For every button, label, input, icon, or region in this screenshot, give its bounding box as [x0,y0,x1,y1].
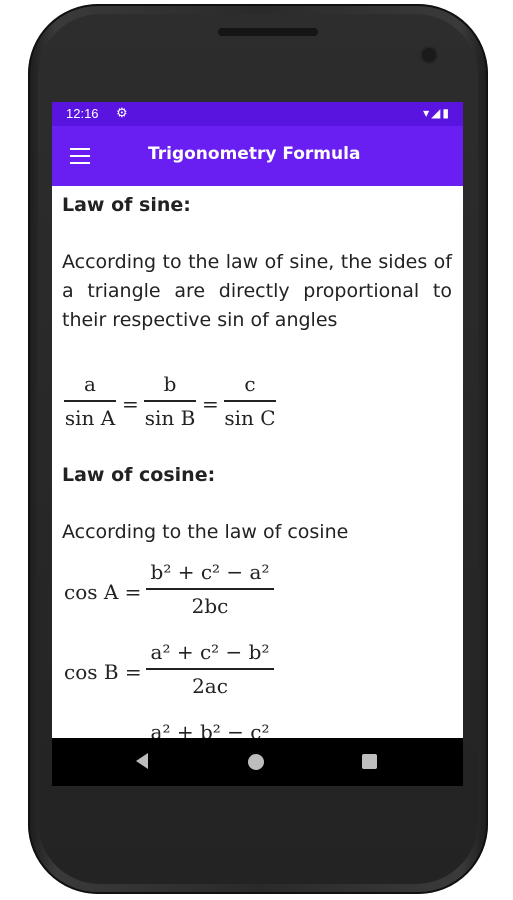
cos-a-lhs: cos A = [64,580,142,604]
cosine-description: According to the law of cosine [62,521,349,543]
recent-apps-icon[interactable] [362,754,377,769]
sine-fraction-a: a sin A [64,372,116,430]
content-scroll[interactable] [52,186,463,738]
sine-description: According to the law of sine, the sides of a triangle are directly proportional to their respective sin of angles [62,251,452,331]
hamburger-menu-icon[interactable] [70,148,90,164]
sine-fraction-b: b sin B [144,372,196,430]
app-title: Trigonometry Formula [148,144,361,164]
cos-a-fraction: b² + c² − a² 2bc [146,560,274,618]
home-icon[interactable] [248,754,264,770]
sine-fraction-c: c sin C [224,372,276,430]
equals-sign: = [202,392,219,416]
equals-sign: = [122,392,139,416]
app-bar [52,126,463,186]
phone-screen [52,102,463,786]
status-time: 12:16 [66,106,99,121]
sine-heading: Law of sine: [62,194,191,216]
status-bar [52,102,463,126]
navigation-bar [52,738,463,786]
earpiece-speaker [218,28,318,36]
back-icon[interactable] [134,752,150,774]
cos-b-lhs: cos B = [64,660,142,684]
front-camera [422,48,436,62]
signal-battery-icons: ▾◢▮ [423,106,451,120]
cosine-heading: Law of cosine: [62,464,216,486]
gear-icon: ⚙ [116,105,128,120]
cos-c-fraction: a² + b² − c² [150,720,270,738]
cos-b-fraction: a² + c² − b² 2ac [146,640,274,698]
